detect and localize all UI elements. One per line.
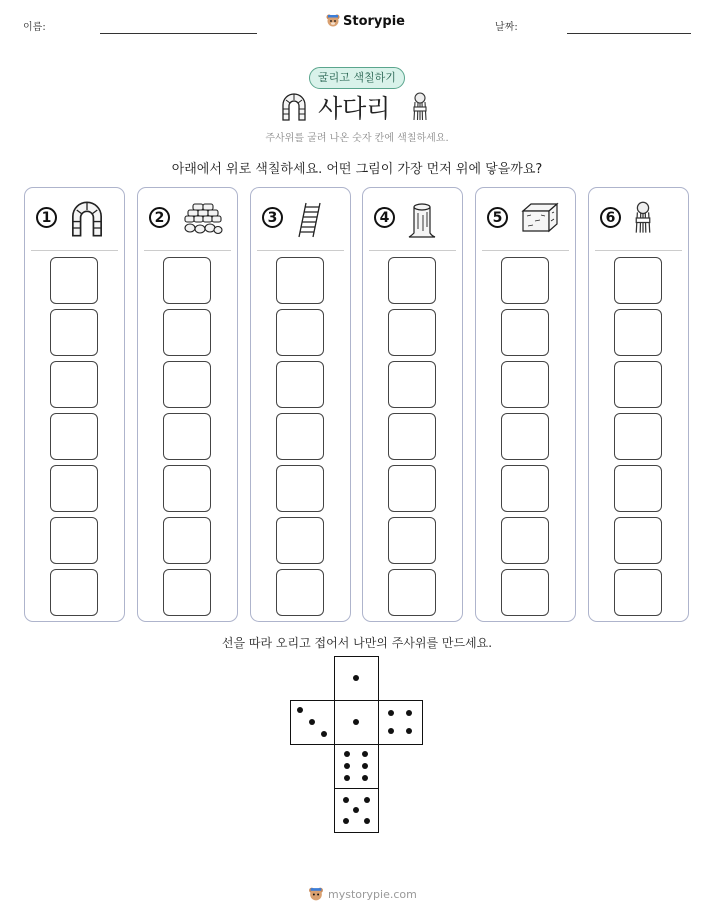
ladder-column-4: [362, 187, 463, 622]
bear-mascot-icon: [326, 13, 340, 29]
die-pip: [406, 728, 412, 734]
die-pip: [353, 675, 359, 681]
column-header: [589, 203, 688, 243]
date-label: 날짜:: [495, 22, 518, 33]
die-pip: [353, 719, 359, 725]
die-pip: [343, 818, 349, 824]
column-number: 5: [487, 207, 508, 228]
die-face-5: [334, 788, 379, 833]
die-face-3: [290, 700, 335, 745]
column-divider: [257, 250, 344, 251]
die-pip: [364, 797, 370, 803]
column-divider: [369, 250, 456, 251]
coloring-cell[interactable]: [388, 257, 436, 304]
die-pip: [321, 731, 327, 737]
coloring-cell[interactable]: [50, 517, 98, 564]
coloring-cell[interactable]: [163, 257, 211, 304]
coloring-cell[interactable]: [501, 569, 549, 616]
coloring-cell[interactable]: [614, 257, 662, 304]
column-number: 1: [36, 207, 57, 228]
die-pip: [364, 818, 370, 824]
column-number: 4: [374, 207, 395, 228]
die-pip: [353, 807, 359, 813]
ladder-icon: [296, 201, 326, 243]
ladder-column-1: [24, 187, 125, 622]
die-pip: [344, 751, 350, 757]
coloring-cell[interactable]: [388, 309, 436, 356]
name-label: 이름:: [23, 22, 46, 33]
coloring-cell[interactable]: [163, 361, 211, 408]
stone-pile-icon: [183, 201, 223, 241]
coloring-cell[interactable]: [276, 309, 324, 356]
coloring-cell[interactable]: [50, 413, 98, 460]
name-line[interactable]: [100, 33, 257, 34]
die-pip: [344, 775, 350, 781]
coloring-cell[interactable]: [50, 569, 98, 616]
coloring-cell[interactable]: [388, 465, 436, 512]
coloring-cell[interactable]: [501, 309, 549, 356]
coloring-cell[interactable]: [388, 517, 436, 564]
wheat-bundle-icon: [634, 201, 652, 239]
stone-arch-icon: [70, 201, 104, 241]
die-pip: [343, 797, 349, 803]
coloring-cell[interactable]: [50, 465, 98, 512]
column-header: [138, 203, 237, 243]
coloring-cell[interactable]: [276, 465, 324, 512]
coloring-cell[interactable]: [163, 569, 211, 616]
coloring-cell[interactable]: [163, 465, 211, 512]
die-pip: [362, 763, 368, 769]
footer: [308, 886, 417, 903]
die-pip: [309, 719, 315, 725]
ladder-column-3: [250, 187, 351, 622]
coloring-cell[interactable]: [388, 413, 436, 460]
column-divider: [31, 250, 118, 251]
coloring-cell[interactable]: [501, 413, 549, 460]
footer-url[interactable]: mystorypie.com: [328, 888, 417, 901]
column-divider: [595, 250, 682, 251]
coloring-cell[interactable]: [388, 361, 436, 408]
coloring-cell[interactable]: [614, 309, 662, 356]
tree-stump-icon: [408, 201, 436, 243]
title-row: [0, 89, 714, 125]
coloring-cell[interactable]: [614, 517, 662, 564]
coloring-cell[interactable]: [276, 517, 324, 564]
die-pip: [344, 763, 350, 769]
dice-instruction: 선을 따라 오리고 접어서 나만의 주사위를 만드세요.: [221, 636, 493, 650]
die-pip: [362, 751, 368, 757]
coloring-cell[interactable]: [163, 309, 211, 356]
page-title: 사다리: [318, 94, 391, 123]
column-number: 3: [262, 207, 283, 228]
die-pip: [406, 710, 412, 716]
coloring-cell[interactable]: [388, 569, 436, 616]
activity-tag: 굴리고 색칠하기: [309, 67, 405, 89]
die-face-6: [334, 744, 379, 789]
column-divider: [482, 250, 569, 251]
ladder-column-2: [137, 187, 238, 622]
coloring-cell[interactable]: [163, 517, 211, 564]
hay-bale-icon: [521, 201, 559, 237]
column-header: [363, 203, 462, 243]
coloring-cell[interactable]: [276, 361, 324, 408]
coloring-cell[interactable]: [163, 413, 211, 460]
coloring-cell[interactable]: [614, 465, 662, 512]
coloring-cell[interactable]: [614, 413, 662, 460]
die-face-4: [378, 700, 423, 745]
die-pip: [388, 710, 394, 716]
column-header: [251, 203, 350, 243]
column-divider: [144, 250, 231, 251]
coloring-cell[interactable]: [501, 465, 549, 512]
bear-mascot-icon: [308, 886, 324, 903]
coloring-cell[interactable]: [50, 309, 98, 356]
column-number: 2: [149, 207, 170, 228]
subtitle: 주사위를 굴려 나온 숫자 칸에 색칠하세요.: [265, 133, 449, 144]
die-pip: [388, 728, 394, 734]
brand-name: Storypie: [343, 13, 405, 29]
column-header: [25, 203, 124, 243]
column-header: [476, 203, 575, 243]
coloring-cell[interactable]: [276, 413, 324, 460]
die-face-1: [334, 656, 379, 701]
coloring-cell[interactable]: [614, 361, 662, 408]
stone-arch-icon: [281, 93, 307, 121]
instruction: 아래에서 위로 색칠하세요. 어떤 그림이 가장 먼저 위에 닿을까요?: [171, 162, 543, 177]
coloring-cell[interactable]: [501, 257, 549, 304]
ladder-column-5: [475, 187, 576, 622]
die-pip: [297, 707, 303, 713]
column-number: 6: [600, 207, 621, 228]
die-pip: [362, 775, 368, 781]
ladder-column-6: [588, 187, 689, 622]
coloring-cell[interactable]: [50, 257, 98, 304]
coloring-cell[interactable]: [501, 361, 549, 408]
coloring-cell[interactable]: [276, 569, 324, 616]
coloring-cell[interactable]: [501, 517, 549, 564]
die-face-1: [334, 700, 379, 745]
coloring-cell[interactable]: [50, 361, 98, 408]
coloring-cell[interactable]: [614, 569, 662, 616]
wheat-bundle-icon: [412, 92, 428, 122]
date-line[interactable]: [567, 33, 691, 34]
coloring-cell[interactable]: [276, 257, 324, 304]
brand-logo: [326, 13, 405, 29]
